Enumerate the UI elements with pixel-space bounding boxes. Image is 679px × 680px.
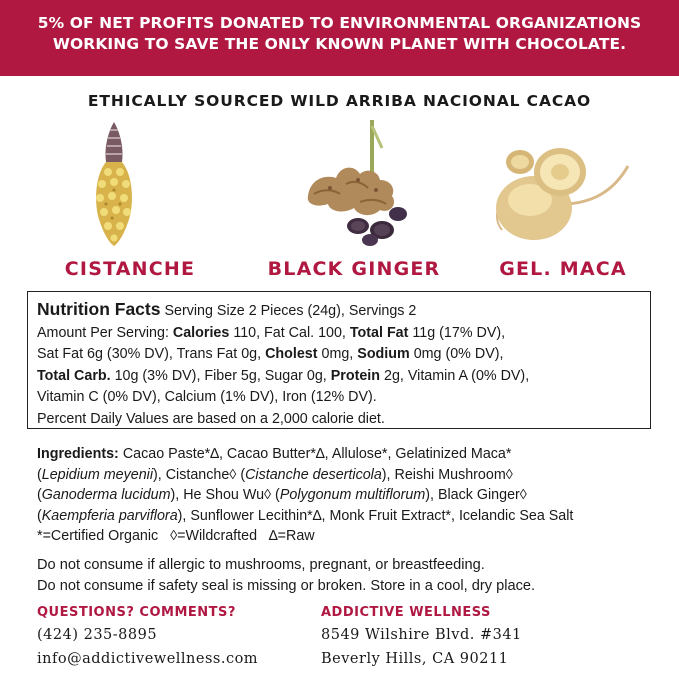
carb-value: 10g (3% DV), Fiber 5g, Sugar 0g, (114, 367, 327, 384)
nutrition-facts-box (27, 291, 651, 429)
ingredient-label-cistanche: CISTANCHE (64, 258, 196, 280)
ingredients-legend: *=Certified Organic ◊=Wildcrafted ∆=Raw (37, 528, 315, 545)
ingredients-text: ( (37, 466, 42, 483)
serving-size: Serving Size 2 Pieces (24g), Servings 2 (164, 303, 417, 319)
nutrition-line-4 (37, 366, 641, 388)
ingredients-line-3 (37, 485, 659, 506)
ingredients-text: Cacao Paste*∆, Cacao Butter*∆, Allulose*, Gelatinized Maca* (122, 446, 512, 462)
ingredients-label: Ingredients: (37, 446, 119, 462)
banner-line-1: 5% OF NET PROFITS DONATED TO ENVIRONMENTAL ORGANIZATIONS (37, 14, 642, 32)
ingredients-text: ), Black Ginger◊ (425, 487, 527, 504)
nutrition-line-3 (37, 344, 641, 366)
sodium-value: 0mg (0% DV), (413, 346, 504, 362)
nutrition-line-2 (37, 323, 641, 345)
latin-name: Lepidium meyenii (41, 466, 154, 483)
amount-per-serving: Amount Per Serving: (37, 324, 169, 341)
calories-value: 110, Fat Cal. 100, (233, 324, 346, 341)
cholest-value: 0mg, (321, 346, 354, 362)
sat-fat: Sat Fat 6g (30% DV), Trans Fat 0g, (37, 346, 262, 362)
black-ginger-image (300, 118, 410, 248)
warning-line-2: Do not consume if safety seal is missing or broken. Store in a cool, dry place. (37, 577, 536, 594)
ingredients-text: ), Sunflower Lecithin*∆, Monk Fruit Extract*, Icelandic Sea Salt (177, 507, 574, 524)
ingredients-line-4 (37, 506, 659, 527)
email-address[interactable]: info@addictivewellness.com (37, 651, 259, 667)
total-fat-value: 11g (17% DV), (412, 324, 506, 341)
company-heading: ADDICTIVE WELLNESS (321, 605, 491, 620)
warnings-block (37, 555, 659, 596)
questions-heading: QUESTIONS? COMMENTS? (37, 605, 236, 620)
cholest-label: Cholest (265, 346, 318, 362)
maca-image (490, 140, 630, 244)
ingredient-label-maca: GEL. MACA (499, 258, 627, 280)
nutrition-title: Nutrition Facts (37, 299, 161, 319)
sourcing-heading: ETHICALLY SOURCED WILD ARRIBA NACIONAL CACAO (87, 92, 592, 110)
latin-name: Ganoderma lucidum (41, 487, 171, 504)
ingredient-label-black-ginger: BLACK GINGER (267, 258, 441, 280)
nutrition-footnote: Percent Daily Values are based on a 2,000 calorie diet. (37, 410, 385, 427)
ingredients-text: ), Cistanche◊ ( (153, 466, 246, 483)
ingredients-block (37, 444, 659, 547)
ingredients-text: ), Reishi Mushroom◊ (381, 466, 513, 483)
address-line-1: 8549 Wilshire Blvd. #341 (321, 627, 522, 643)
nutrition-line-1 (37, 299, 641, 323)
cistanche-image (88, 118, 140, 250)
ingredients-line-2 (37, 465, 659, 486)
latin-name: Polygonum multiflorum (279, 487, 426, 504)
ingredients-line-1 (37, 444, 659, 465)
carb-label: Total Carb. (37, 367, 111, 384)
banner-line-2: WORKING TO SAVE THE ONLY KNOWN PLANET WITH CHOCOLATE. (52, 35, 627, 53)
protein-label: Protein (330, 367, 381, 384)
warning-line-1: Do not consume if allergic to mushrooms, pregnant, or breastfeeding. (37, 557, 485, 573)
latin-name: Kaempferia parviflora (41, 507, 178, 524)
donation-banner (0, 0, 679, 76)
protein-value: 2g, Vitamin A (0% DV), (384, 367, 530, 384)
nutrition-line-5: Vitamin C (0% DV), Calcium (1% DV), Iron (12% DV). (37, 389, 377, 405)
ingredients-text: ), He Shou Wu◊ ( (170, 487, 280, 504)
address-line-2: Beverly Hills, CA 90211 (321, 651, 509, 667)
phone-number[interactable]: (424) 235-8895 (37, 627, 158, 643)
latin-name: Cistanche deserticola (245, 466, 382, 483)
calories-label: Calories (172, 324, 230, 341)
total-fat-label: Total Fat (349, 324, 409, 341)
sodium-label: Sodium (357, 346, 410, 362)
ingredients-text: ( (37, 487, 42, 504)
ingredients-text: ( (37, 507, 42, 524)
